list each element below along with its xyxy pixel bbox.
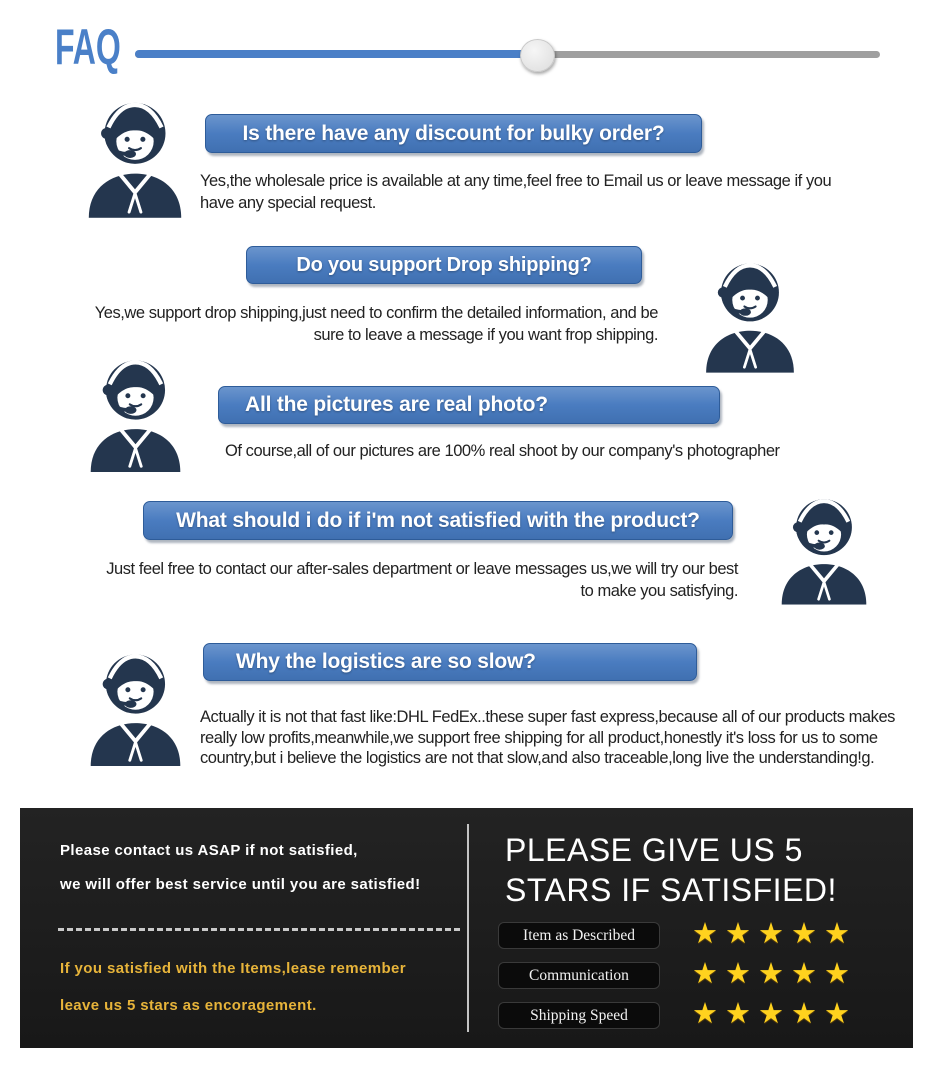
five-star-icons: ★★★★★ [692,958,857,990]
five-star-icons: ★★★★★ [692,918,857,950]
rating-label-shipping-speed: Shipping Speed [498,1002,660,1029]
faq-answer-3: Of course,all of our pictures are 100% real shoot by our company's photographer [225,442,780,460]
vertical-divider [467,824,469,1032]
faq-answer-2: Yes,we support drop shipping,just need to confirm the detailed information, and be sure to leave a message if you want frop shipping. [94,304,658,344]
slider-progress-bar [135,50,539,58]
faq-answer-1: Yes,the wholesale price is available at any time,feel free to Email us or leave message if you have any special request. [200,172,832,212]
support-agent-icon [78,350,193,472]
stars-request-line-1: If you satisfied with the Items,lease remember [60,960,407,977]
faq-answer-5: Actually it is not that fast like:DHL FedEx..these super fast express,because all of our products makes really low profits,meanwhile,we support free shipping for all product,honestly it's loss for us to some country,but i believe the logistics are not that slow,and also traceable,long live the understanding!g. [200,708,895,767]
faq-answer-4: Just feel free to contact our after-sales department or leave messages us,we will try our best to make you satisfying. [106,560,738,600]
rating-label-item-as-described: Item as Described [498,922,660,949]
page-title: FAQ [55,19,121,75]
faq-question-3: All the pictures are real photo? [218,386,720,424]
support-agent-icon [76,92,194,218]
support-agent-icon [694,253,806,373]
faq-question-4: What should i do if i'm not satisfied with the product? [143,501,733,540]
support-agent-icon [770,488,878,606]
rating-title-line-1: PLEASE GIVE US 5 [505,832,803,868]
contact-note-line-1: Please contact us ASAP if not satisfied, [60,842,358,859]
rating-label-communication: Communication [498,962,660,989]
faq-question-5: Why the logistics are so slow? [203,643,697,681]
dashed-divider [58,928,460,931]
rating-title-line-2: STARS IF SATISFIED! [505,872,837,908]
support-agent-icon [78,644,193,766]
faq-question-2: Do you support Drop shipping? [246,246,642,284]
feedback-banner [20,808,913,1048]
contact-note-line-2: we will offer best service until you are satisfied! [60,876,421,893]
slider-knob-icon [520,39,555,72]
stars-request-line-2: leave us 5 stars as encoragement. [60,997,317,1014]
faq-question-1: Is there have any discount for bulky order? [205,114,702,153]
five-star-icons: ★★★★★ [692,998,857,1030]
